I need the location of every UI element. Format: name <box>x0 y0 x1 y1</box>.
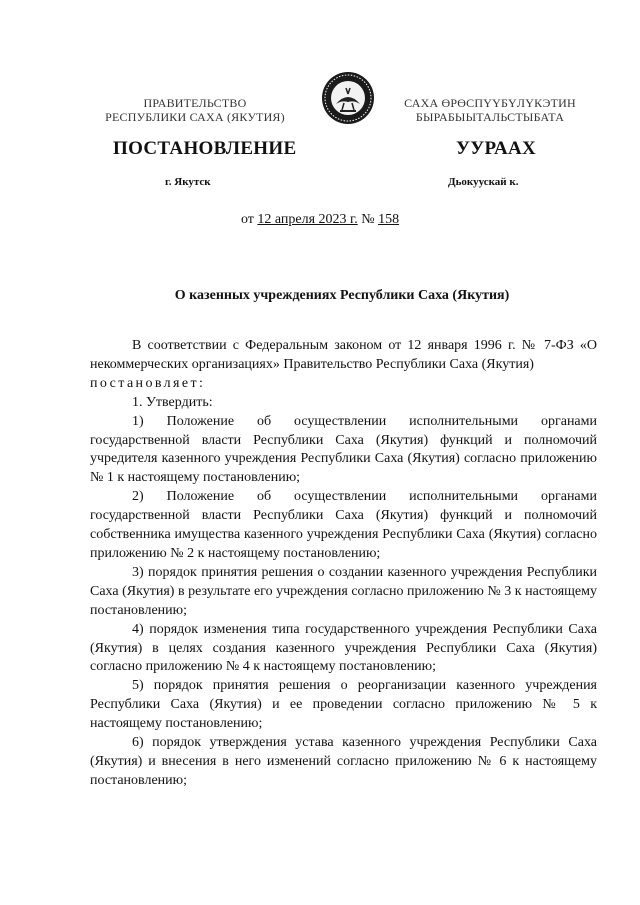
city-sakha: Дьокуускай к. <box>448 176 519 188</box>
document-date: 12 апреля 2023 г. <box>257 212 358 227</box>
coat-of-arms-emblem-icon <box>320 70 376 126</box>
subitem-2: 2) Положение об осуществлении исполнительными органами государственной власти Республики Саха (Якутия) функций и полномочий собственника имущества казенного учреждения Республики Саха (Якутия) согласно приложению № 2 к настоящему постановлению; <box>90 489 597 561</box>
resolves-word: постановляет: <box>90 375 206 391</box>
date-number-line <box>0 212 640 228</box>
date-prefix: от <box>240 212 258 227</box>
government-line-1: ПРАВИТЕЛЬСТВО <box>143 96 247 110</box>
government-line-2: РЕСПУБЛИКИ САХА (ЯКУТИЯ) <box>105 110 285 124</box>
subitem-6: 6) порядок утверждения устава казенного учреждения Республики Саха (Якутия) и внесения в него изменений согласно приложению № 6 к настоящему постановлению; <box>90 735 597 788</box>
government-name-ru <box>85 96 305 124</box>
intro-paragraph: В соответствии с Федеральным законом от 12 января 1996 г. № 7-ФЗ «О некоммерческих организациях» Правительство Республики Саха (Якутия) <box>90 338 597 372</box>
document-title: О казенных учреждениях Республики Саха (Якутия) <box>174 288 510 303</box>
resolution-title-sakha: УУРААХ <box>456 138 537 159</box>
number-sign: № <box>357 212 379 227</box>
government-sakha-line-2: БЫРАБЫЫТАЛЬСТЫБАТА <box>415 110 565 124</box>
subitem-1: 1) Положение об осуществлении исполнительными органами государственной власти Республики Саха (Якутия) функций и полномочий учредителя казенного учреждения Республики Саха (Якутия) согласно приложению № 1 к настоящему постановлению; <box>90 413 597 486</box>
item-1: 1. Утвердить: <box>132 394 213 410</box>
subitem-5: 5) порядок принятия решения о реорганизации казенного учреждения Республики Саха (Якутия) и ее проведении согласно приложению № 5 к настоящему постановлению; <box>90 678 597 732</box>
government-sakha-line-1: САХА ӨРӨСПҮҮБҮЛҮКЭТИН <box>404 96 576 110</box>
subitem-4: 4) порядок изменения типа государственного учреждения Республики Саха (Якутия) в целях создания казенного учреждения Республики Саха (Якутия) согласно приложению № 4 к настоящему постановлению; <box>90 621 597 675</box>
subitem-3: 3) порядок принятия решения о создании казенного учреждения Республики Саха (Якутия) в результате его учреждения согласно приложению № 3 к настоящему постановлению; <box>90 564 597 618</box>
document-body <box>90 337 597 791</box>
city-ru: г. Якутск <box>165 176 211 188</box>
resolution-title-ru: ПОСТАНОВЛЕНИЕ <box>113 138 297 159</box>
document-number: 158 <box>378 212 400 227</box>
government-name-sakha <box>380 96 600 124</box>
